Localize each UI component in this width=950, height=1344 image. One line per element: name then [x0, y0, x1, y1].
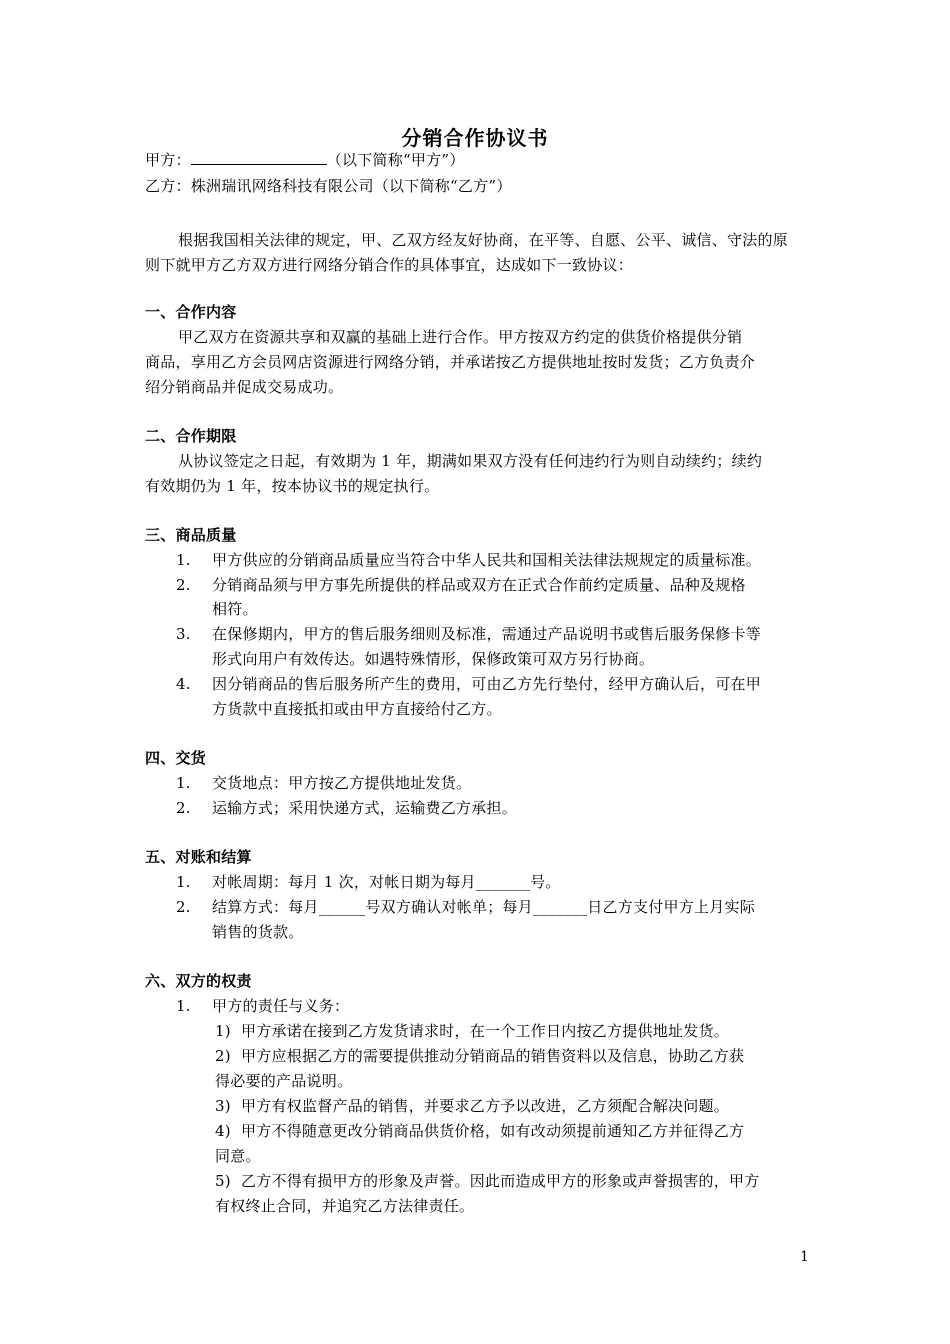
section-6-heading: 六、双方的权责 — [145, 972, 252, 990]
item-number: 3. — [176, 625, 191, 643]
item-number: 1. — [176, 873, 191, 891]
item-number: 2. — [176, 576, 191, 594]
party-a-line — [145, 150, 465, 170]
list-item-continuation: 相符。 — [212, 600, 258, 618]
party-a-blank — [191, 150, 327, 165]
sub-item: 2) 甲方应根据乙方的需要提供推动分销商品的销售资料以及信息，协助乙方获 — [215, 1047, 745, 1065]
section-1-heading: 一、合作内容 — [145, 303, 237, 321]
sub-item-continuation: 同意。 — [215, 1147, 261, 1165]
item-number: 4. — [176, 675, 191, 693]
document-title: 分销合作协议书 — [401, 126, 549, 150]
party-a-label: 甲方： — [145, 151, 191, 169]
section-1-line-1: 甲乙双方在资源共享和双赢的基础上进行合作。甲方按双方约定的供货价格提供分销 — [178, 328, 743, 346]
section-2-heading: 二、合作期限 — [145, 427, 237, 445]
section-5-heading: 五、对账和结算 — [145, 848, 252, 866]
sub-item: 3) 甲方有权监督产品的销售，并要求乙方予以改进，乙方须配合解决问题。 — [215, 1097, 729, 1115]
list-item: 1. 甲方的责任与义务： — [176, 997, 350, 1015]
list-item-continuation: 形式向用户有效传达。如遇特殊情形，保修政策可双方另行协商。 — [212, 650, 655, 668]
list-item-continuation: 方货款中直接抵扣或由甲方直接给付乙方。 — [212, 700, 502, 718]
sub-item: 1) 甲方承诺在接到乙方发货请求时，在一个工作日内按乙方提供地址发货。 — [215, 1022, 729, 1040]
list-item: 3. 在保修期内，甲方的售后服务细则及标准，需通过产品说明书或售后服务保修卡等 — [176, 625, 762, 643]
sub-item: 5) 乙方不得有损甲方的形象及声誉。因此而造成甲方的形象或声誉损害的，甲方 — [215, 1172, 760, 1190]
list-item: 2. 分销商品须与甲方事先所提供的样品或双方在正式合作前约定质量、品种及规格 — [176, 576, 746, 594]
sub-item-number: 5) — [215, 1172, 231, 1190]
section-1-line-2: 商品，享用乙方会员网店资源进行网络分销，并承诺按乙方提供地址按时发货；乙方负责介 — [145, 353, 756, 371]
list-item: 2. 结算方式：每月______号双方确认对帐单；每月_______日乙方支付甲方上月实际 — [176, 898, 756, 916]
sub-item-number: 2) — [215, 1047, 231, 1065]
section-1-line-3: 绍分销商品并促成交易成功。 — [145, 378, 344, 396]
list-item: 1. 交货地点：甲方按乙方提供地址发货。 — [176, 774, 472, 792]
section-3-heading: 三、商品质量 — [145, 526, 237, 544]
intro-line-1: 根据我国相关法律的规定，甲、乙双方经友好协商，在平等、自愿、公平、诚信、守法的原 — [178, 231, 789, 249]
page-number: 1 — [800, 1249, 809, 1265]
sub-item-number: 3) — [215, 1097, 231, 1115]
party-b-line: 乙方：株洲瑞讯网络科技有限公司（以下简称“乙方”） — [145, 177, 512, 195]
item-number: 2. — [176, 898, 191, 916]
sub-item-continuation: 得必要的产品说明。 — [215, 1072, 353, 1090]
section-2-line-2: 有效期仍为 1 年，按本协议书的规定执行。 — [145, 477, 440, 495]
sub-item: 4) 甲方不得随意更改分销商品供货价格，如有改动须提前通知乙方并征得乙方 — [215, 1122, 745, 1140]
list-item: 1. 对帐周期：每月 1 次，对帐日期为每月_______号。 — [176, 873, 561, 891]
sub-item-number: 4) — [215, 1122, 231, 1140]
list-item: 2. 运输方式；采用快递方式，运输费乙方承担。 — [176, 799, 518, 817]
sub-item-continuation: 有权终止合同，并追究乙方法律责任。 — [215, 1197, 475, 1215]
list-item: 4. 因分销商品的售后服务所产生的费用，可由乙方先行垫付，经甲方确认后，可在甲 — [176, 675, 762, 693]
item-number: 2. — [176, 799, 191, 817]
section-2-line-1: 从协议签定之日起，有效期为 1 年，期满如果双方没有任何违约行为则自动续约；续约 — [178, 452, 763, 470]
intro-line-2: 则下就甲方乙方双方进行网络分销合作的具体事宜，达成如下一致协议： — [145, 256, 634, 274]
section-4-heading: 四、交货 — [145, 749, 207, 767]
list-item: 1. 甲方供应的分销商品质量应当符合中华人民共和国相关法律法规规定的质量标准。 — [176, 551, 762, 569]
item-number: 1. — [176, 551, 191, 569]
party-a-suffix: （以下简称“甲方”） — [326, 151, 465, 169]
item-number: 1. — [176, 774, 191, 792]
sub-item-number: 1) — [215, 1022, 231, 1040]
item-number: 1. — [176, 997, 191, 1015]
list-item-continuation: 销售的货款。 — [212, 923, 304, 941]
